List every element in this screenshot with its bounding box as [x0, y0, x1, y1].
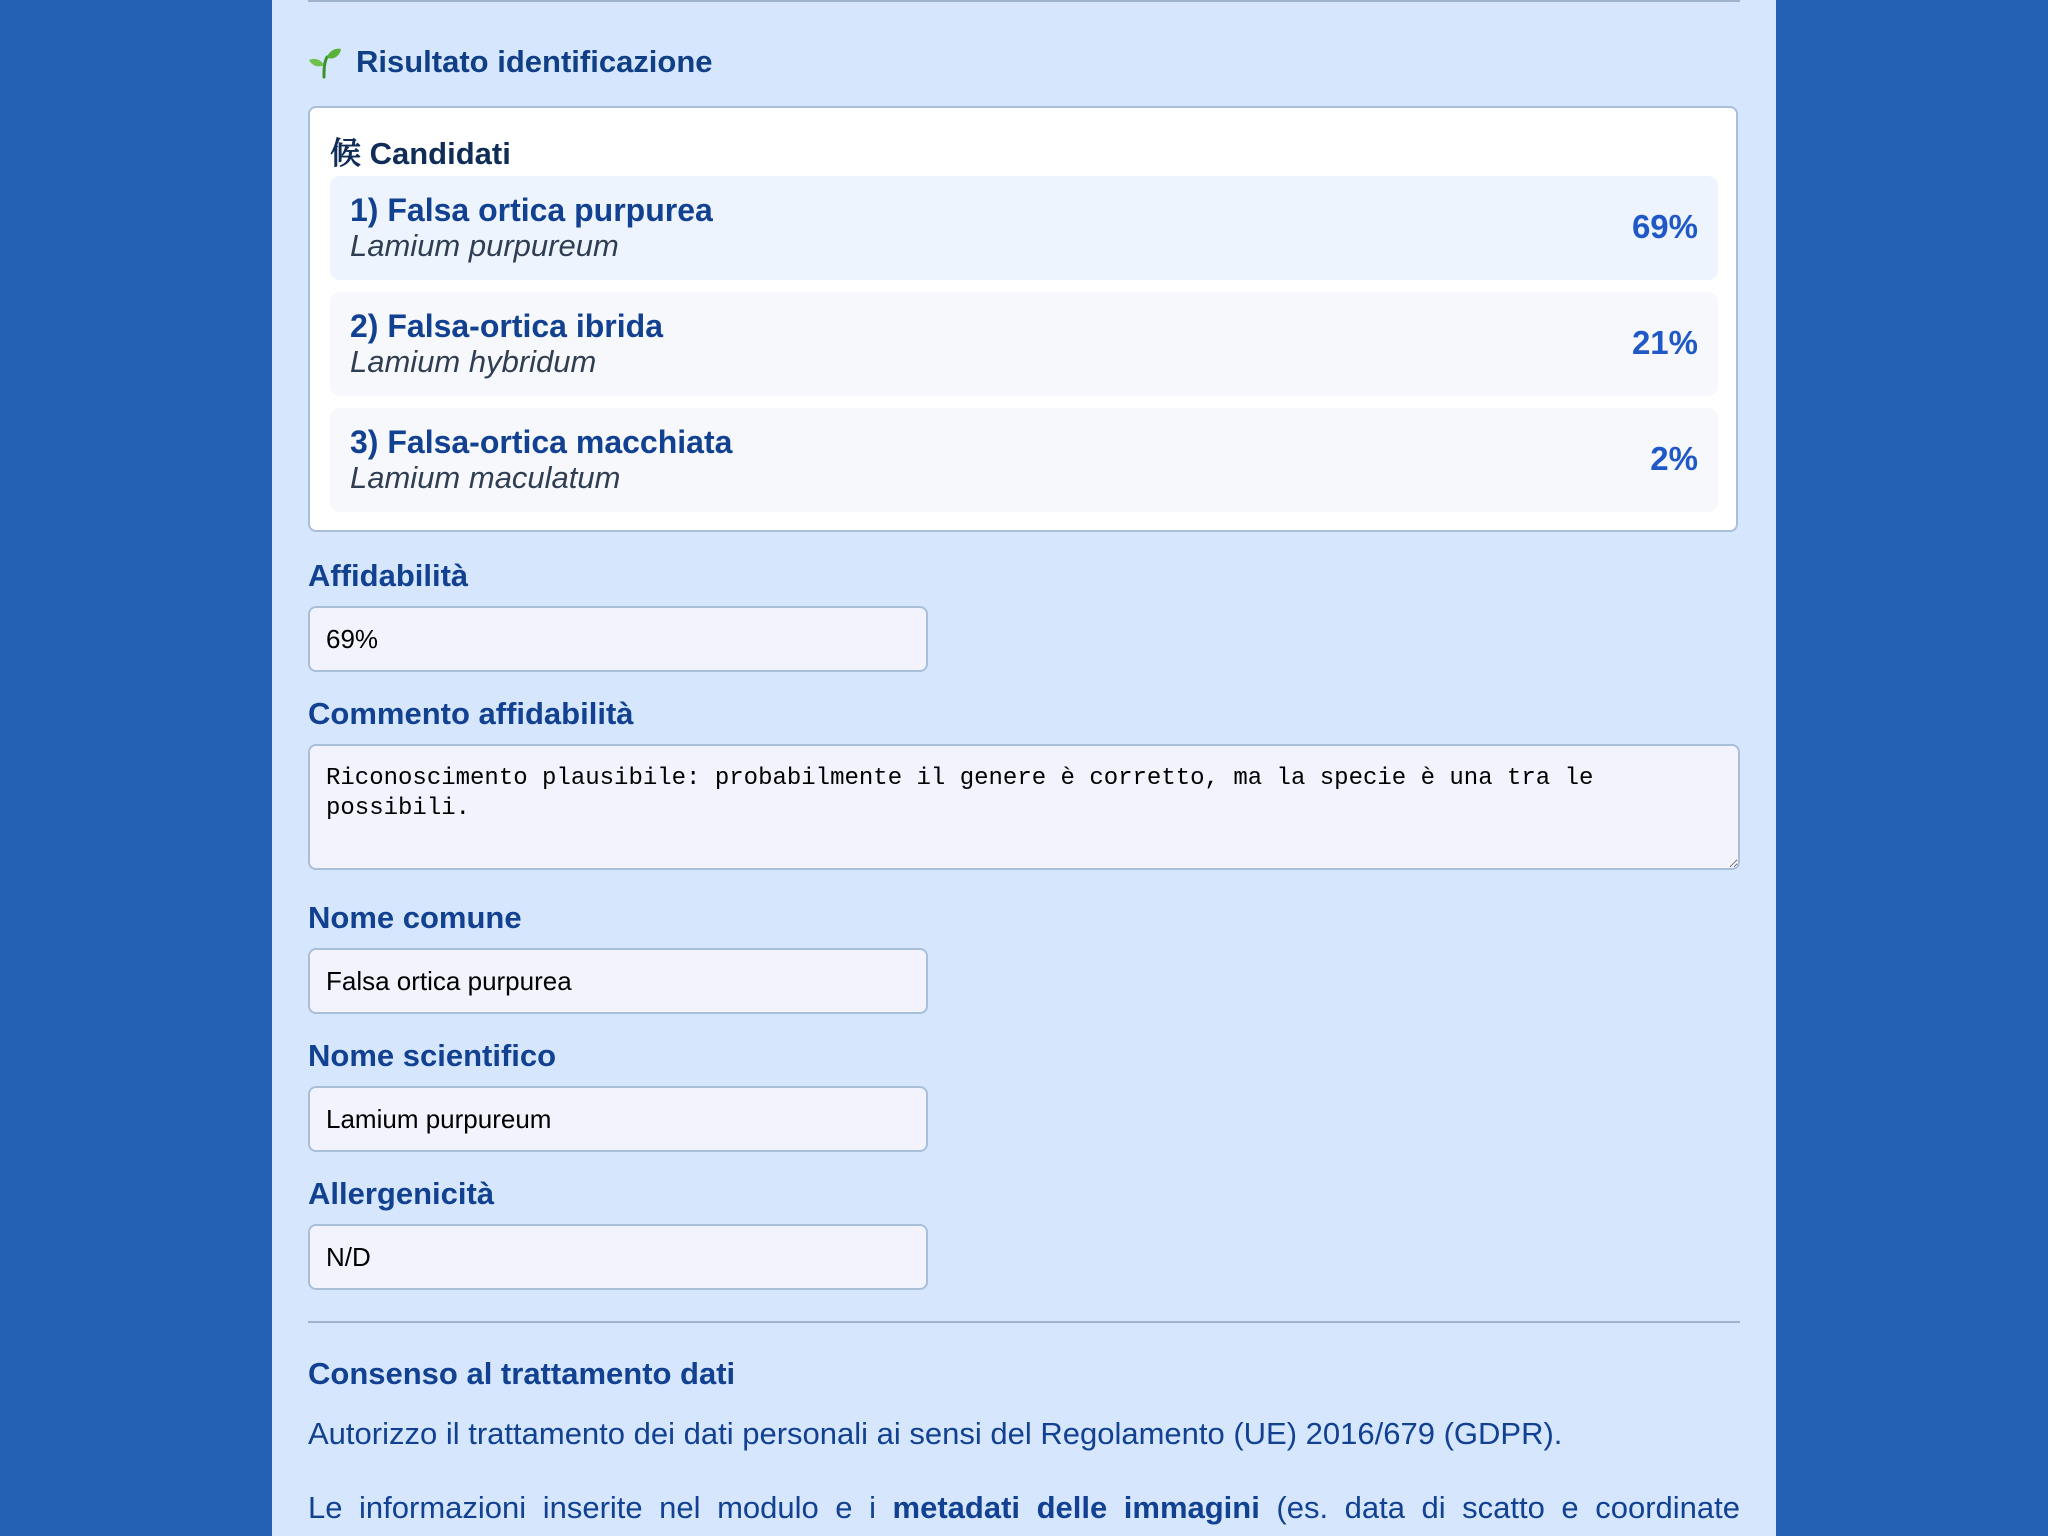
- result-heading-text: Risultato identificazione: [356, 44, 713, 79]
- consent-text-start: Le informazioni inserite nel modulo e i: [308, 1490, 876, 1525]
- candidate-scientific-name: Lamium purpureum: [350, 228, 619, 263]
- consent-paragraph-metadata: [308, 1488, 1740, 1528]
- candidate-scientific-name: Lamium maculatum: [350, 460, 621, 495]
- candidate-row[interactable]: [330, 292, 1718, 396]
- allergenicity-field[interactable]: [308, 1224, 928, 1290]
- sprout-icon: [308, 45, 342, 79]
- scientific-name-label: Nome scientifico: [308, 1038, 557, 1073]
- consent-title: Consenso al trattamento dati: [308, 1356, 736, 1391]
- result-heading: [308, 44, 713, 80]
- candidate-scientific-name: Lamium hybridum: [350, 344, 597, 379]
- candidate-row[interactable]: [330, 408, 1718, 512]
- allergenicity-label: Allergenicità: [308, 1176, 495, 1211]
- candidates-box: [308, 106, 1738, 532]
- reliability-comment-field[interactable]: [308, 744, 1740, 870]
- candidate-percent: 69%: [1631, 208, 1698, 245]
- candidates-title: 候 Candidati: [330, 136, 511, 171]
- consent-text-bold: metadati delle immagini: [892, 1490, 1260, 1525]
- section-divider: [308, 1321, 1740, 1323]
- candidate-row[interactable]: [330, 176, 1718, 280]
- candidate-percent: 2%: [1650, 440, 1698, 477]
- common-name-field[interactable]: [308, 948, 928, 1014]
- scientific-name-field[interactable]: [308, 1086, 928, 1152]
- identification-panel: [272, 0, 1776, 1536]
- candidate-common-name: 1) Falsa ortica purpurea: [350, 192, 713, 228]
- candidate-common-name: 3) Falsa-ortica macchiata: [350, 424, 733, 460]
- consent-paragraph: Autorizzo il trattamento dei dati personali ai sensi del Regolamento (UE) 2016/679 (GDPR).: [308, 1416, 1563, 1451]
- reliability-label: Affidabilità: [308, 558, 469, 593]
- common-name-label: Nome comune: [308, 900, 522, 935]
- top-divider: [308, 0, 1740, 2]
- reliability-comment-label: Commento affidabilità: [308, 696, 634, 731]
- reliability-field[interactable]: [308, 606, 928, 672]
- consent-text-end: (es. data di scatto e coordinate: [1276, 1490, 1740, 1525]
- candidate-common-name: 2) Falsa-ortica ibrida: [350, 308, 663, 344]
- candidate-percent: 21%: [1631, 324, 1698, 361]
